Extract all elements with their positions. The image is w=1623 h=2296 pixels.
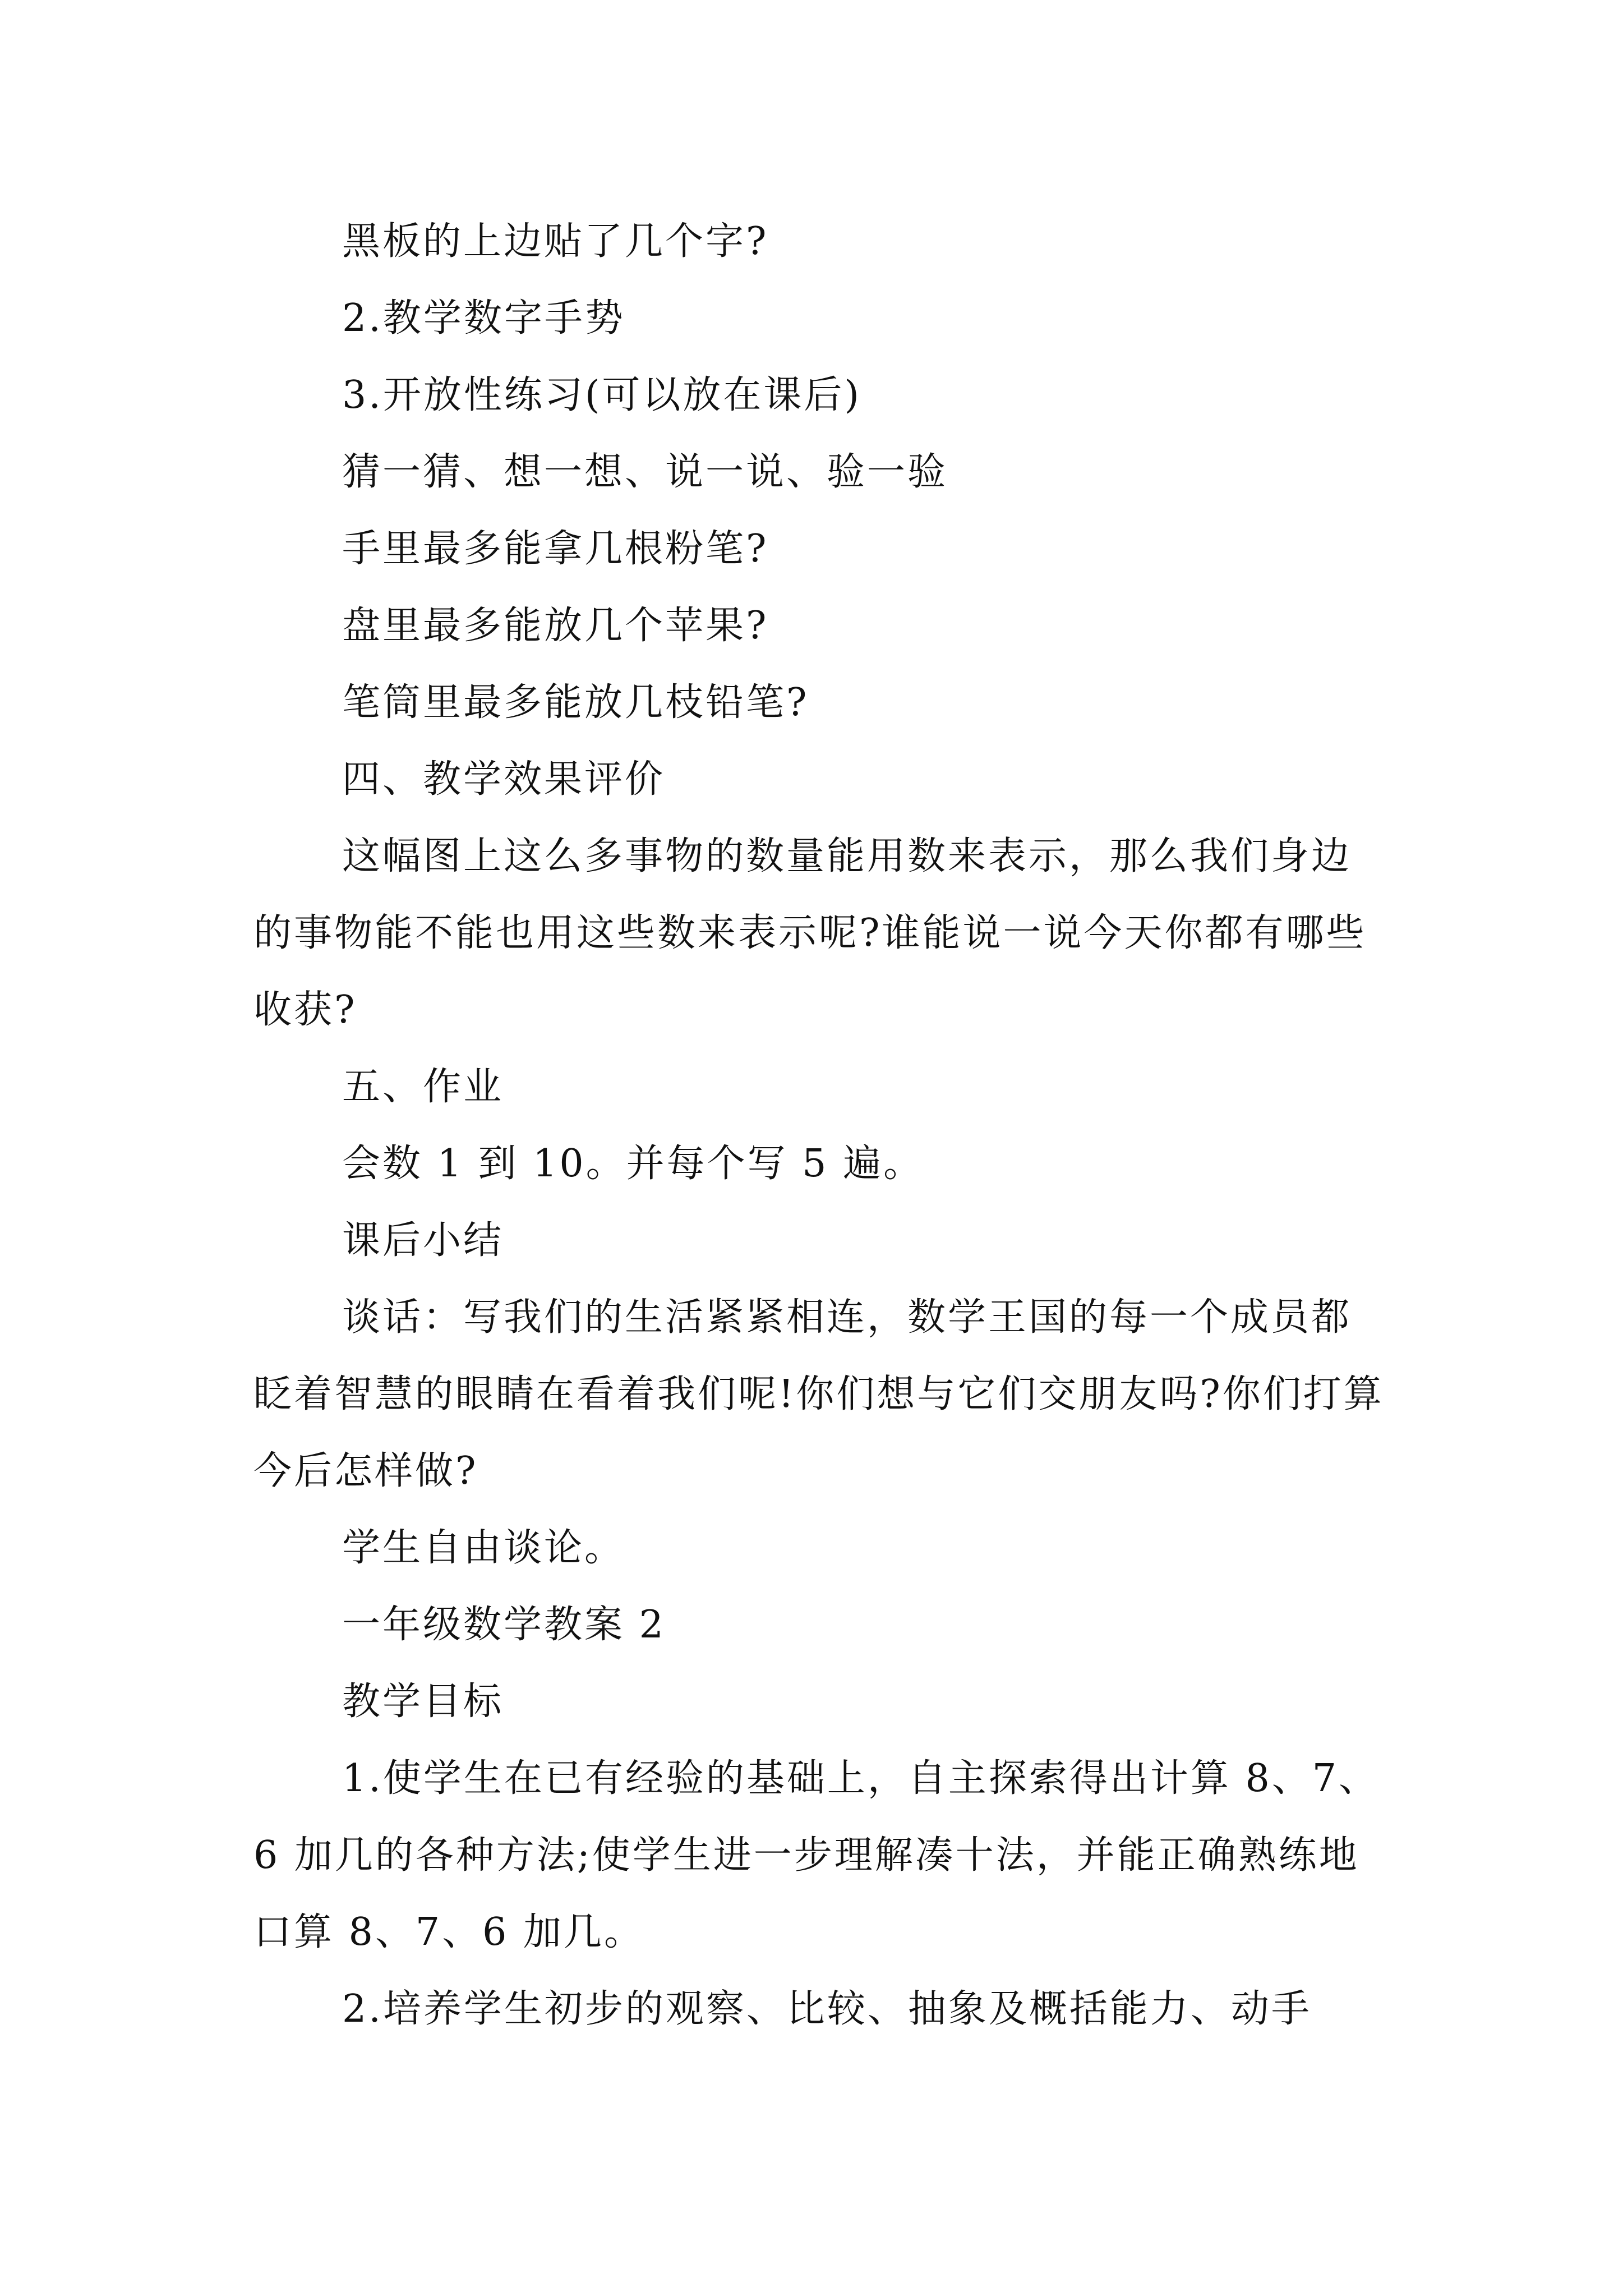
paragraph-goal-1: 1.使学生在已有经验的基础上，自主探索得出计算 8、7、6 加几的各种方法;使学生进一步理解凑十法，并能正确熟练地口算 8、7、6 加几。: [253, 1756, 1380, 1954]
heading-teaching-evaluation: 四、教学效果评价: [342, 757, 666, 802]
heading-homework: 五、作业: [342, 1065, 504, 1109]
heading-lesson-summary: 课后小结: [342, 1218, 504, 1263]
paragraph-apple-question: 盘里最多能放几个苹果?: [342, 604, 769, 648]
paragraph-homework-text: 会数 1 到 10。并每个写 5 遍。: [342, 1142, 924, 1186]
paragraph-evaluation-text: 这幅图上这么多事物的数量能用数来表示，那么我们身边的事物能不能也用这些数来表示呢?谁能说一说今天你都有哪些收获?: [253, 834, 1367, 1032]
paragraph-pencil-question: 笔筒里最多能放几枝铅笔?: [342, 680, 809, 725]
heading-teaching-goals: 教学目标: [342, 1680, 504, 1724]
paragraph-blackboard-question: 黑板的上边贴了几个字?: [342, 219, 769, 264]
paragraph-number-gestures: 2.教学数字手势: [342, 296, 625, 341]
paragraph-summary-talk: 谈话：写我们的生活紧紧相连，数学王国的每一个成员都眨着智慧的眼睛在看着我们呢!你们想与它们交朋友吗?你们打算今后怎样做?: [253, 1295, 1384, 1493]
paragraph-guess-think-say-check: 猜一猜、想一想、说一说、验一验: [342, 450, 948, 494]
heading-lesson-plan-2: 一年级数学教案 2: [342, 1603, 666, 1647]
paragraph-open-practice: 3.开放性练习(可以放在课后): [342, 373, 861, 417]
paragraph-chalk-question: 手里最多能拿几根粉笔?: [342, 527, 769, 571]
paragraph-goal-2: 2.培养学生初步的观察、比较、抽象及概括能力、动手: [342, 1987, 1312, 2031]
paragraph-free-discussion: 学生自由谈论。: [342, 1526, 625, 1570]
document-body: [253, 203, 1386, 2047]
